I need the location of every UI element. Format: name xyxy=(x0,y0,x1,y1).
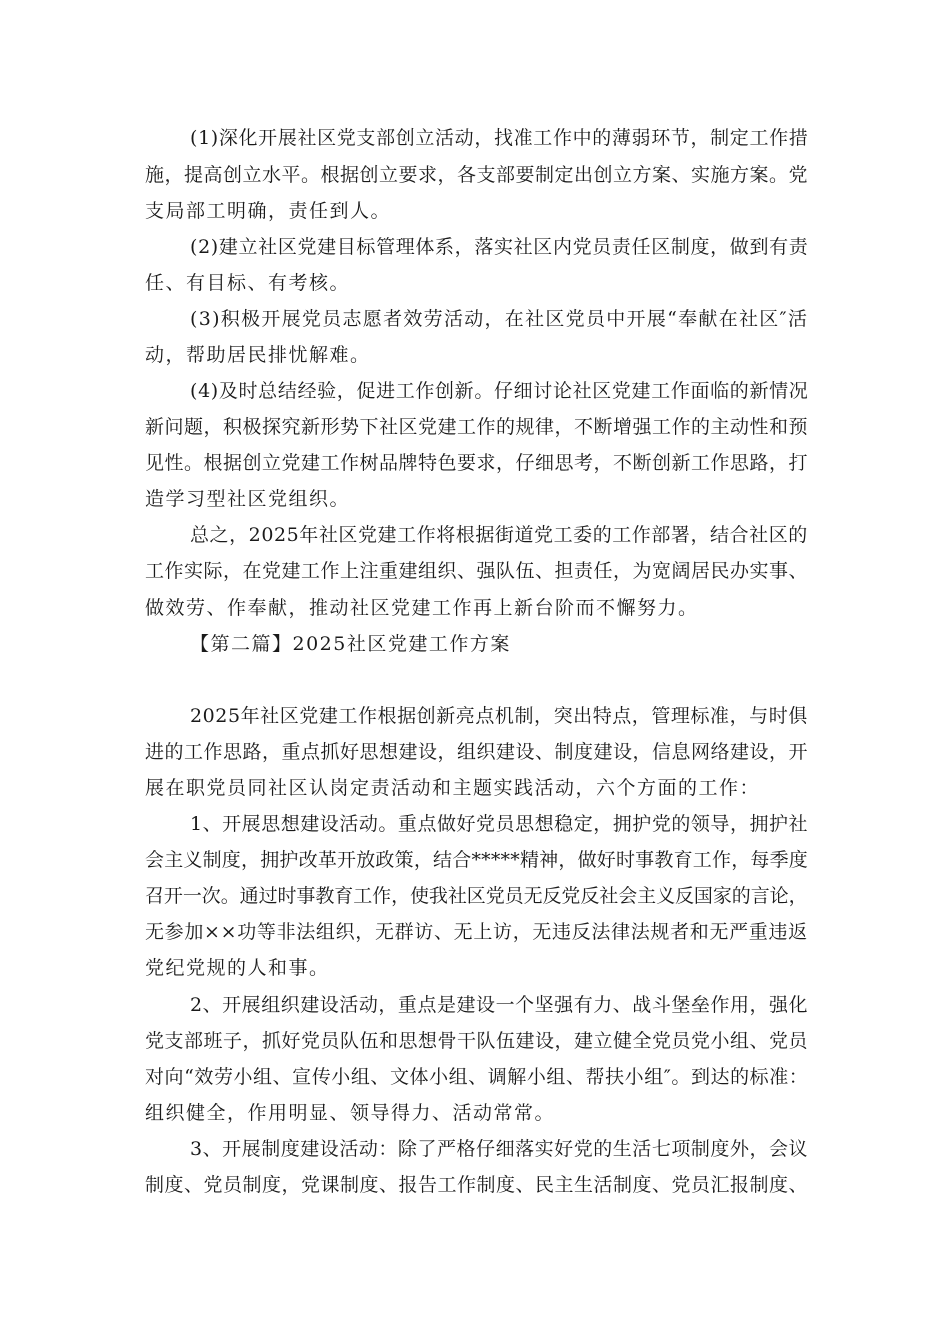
paragraph-line: 见性。根据创立党建工作树品牌特色要求，仔细思考，不断创新工作思路，打 xyxy=(145,452,809,474)
paragraph-line: (3)积极开展党员志愿者效劳活动，在社区党员中开展“奉献在社区″活 xyxy=(190,308,809,330)
paragraph-line: 制度、党员制度，党课制度、报告工作制度、民主生活制度、党员汇报制度、 xyxy=(145,1174,809,1196)
paragraph-line: 造学习型社区党组织。 xyxy=(145,488,351,510)
section-heading: 【第二篇】2025社区党建工作方案 xyxy=(190,633,511,655)
paragraph-line: (1)深化开展社区党支部创立活动，找准工作中的薄弱环节，制定工作措 xyxy=(190,127,809,149)
paragraph-line: 党支部班子，抓好党员队伍和思想骨干队伍建设，建立健全党员党小组、党员 xyxy=(145,1030,809,1052)
paragraph-line: 进的工作思路，重点抓好思想建设，组织建设、制度建设，信息网络建设，开 xyxy=(145,741,809,763)
paragraph-line: 会主义制度，拥护改革开放政策，结合*****精神，做好时事教育工作，每季度 xyxy=(145,849,809,871)
paragraph-line: 3、开展制度建设活动：除了严格仔细落实好党的生活七项制度外，会议 xyxy=(190,1138,809,1160)
paragraph-line: 新问题，积极探究新形势下社区党建工作的规律，不断增强工作的主动性和预 xyxy=(145,416,809,438)
paragraph-line: 动，帮助居民排忧解难。 xyxy=(145,344,371,366)
paragraph-line: 对向“效劳小组、宣传小组、文体小组、调解小组、帮扶小组″。到达的标准： xyxy=(145,1066,809,1088)
paragraph-line: 展在职党员同社区认岗定责活动和主题实践活动，六个方面的工作： xyxy=(145,777,761,799)
paragraph-line: 组织健全，作用明显、领导得力、活动常常。 xyxy=(145,1102,556,1124)
paragraph-line: 支局部工明确，责任到人。 xyxy=(145,200,392,222)
paragraph-line: (2)建立社区党建目标管理体系，落实社区内党员责任区制度，做到有责 xyxy=(190,236,809,258)
paragraph-line: 任、有目标、有考核。 xyxy=(145,272,351,294)
paragraph-line: 工作实际，在党建工作上注重建组织、强队伍、担责任，为宽阔居民办实事、 xyxy=(145,560,809,582)
paragraph-line: 总之，2025年社区党建工作将根据街道党工委的工作部署，结合社区的 xyxy=(190,524,808,546)
paragraph-line: (4)及时总结经验，促进工作创新。仔细讨论社区党建工作面临的新情况 xyxy=(190,380,809,402)
paragraph-line: 1、开展思想建设活动。重点做好党员思想稳定，拥护党的领导，拥护社 xyxy=(190,813,809,835)
paragraph-line: 召开一次。通过时事教育工作，使我社区党员无反党反社会主义反国家的言论， xyxy=(145,885,808,907)
paragraph-line: 做效劳、作奉献，推动社区党建工作再上新台阶而不懈努力。 xyxy=(145,597,699,619)
paragraph-line: 施，提高创立水平。根据创立要求，各支部要制定出创立方案、实施方案。党 xyxy=(145,164,809,186)
paragraph-line: 2025年社区党建工作根据创新亮点机制，突出特点，管理标准，与时俱 xyxy=(190,705,808,727)
paragraph-line: 党纪党规的人和事。 xyxy=(145,957,330,979)
paragraph-line: 无参加××功等非法组织，无群访、无上访，无违反法律法规者和无严重违返 xyxy=(145,921,808,943)
paragraph-line: 2、开展组织建设活动，重点是建设一个坚强有力、战斗堡垒作用，强化 xyxy=(190,994,809,1016)
